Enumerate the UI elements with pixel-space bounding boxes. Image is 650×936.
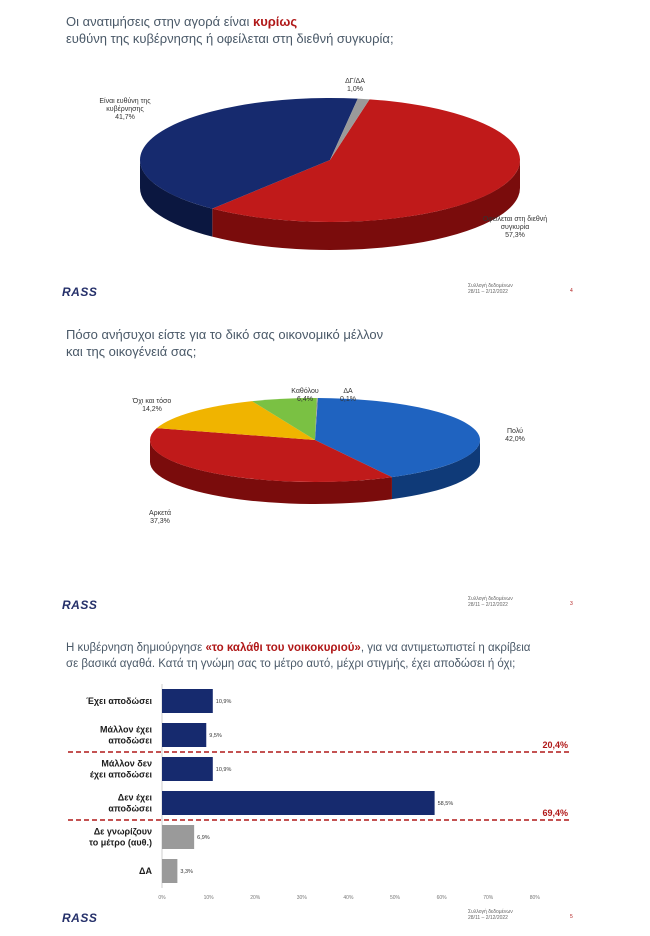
slide3-title-text: Η κυβέρνηση δημιούργησε [66, 642, 206, 654]
pie2-label-very: Πολύ 42,0% [505, 428, 525, 443]
category-label-2: έχει αποδώσει [89, 769, 152, 780]
category-label-3: αποδώσει [108, 803, 152, 814]
x-tick-label: 30% [296, 895, 307, 901]
group-total-0: 20,4% [542, 740, 568, 750]
slide1-title-text: Οι ανατιμήσεις στην αγορά είναι [66, 14, 253, 29]
category-label-5: ΔΑ [139, 866, 152, 876]
bar-4-value-label: 6,9% [197, 835, 210, 841]
slide2-page-number: 3 [570, 601, 573, 607]
pie2-label-not-so: Όχι και τόσο 14,2% [132, 398, 172, 413]
bar-3-value-label: 58,5% [437, 801, 454, 807]
slide3-page-number: 5 [570, 914, 573, 920]
rass-logo: RASS [62, 911, 98, 925]
x-tick-label: 60% [436, 895, 447, 901]
slide1-page-number: 4 [570, 288, 573, 294]
slide2-title-line1: Πόσο ανήσυχοι είστε για το δικό σας οικονομικό μέλλον [66, 327, 384, 342]
x-tick-label: 20% [250, 895, 261, 901]
x-tick-label: 0% [158, 895, 166, 901]
slide1-footer [0, 283, 650, 303]
slide1-title-line2: ευθύνη της κυβέρνησης ή οφείλεται στη διεθνή συγκυρία; [66, 31, 394, 46]
pie1-label-international: Οφείλεται στη διεθνή συγκυρία 57,3% [482, 216, 548, 239]
category-label-0: Έχει αποδώσει [86, 696, 152, 706]
bar-chart-household-basket [0, 680, 650, 910]
slide1-title-highlight: κυρίως [252, 14, 298, 29]
x-tick-label: 80% [529, 895, 540, 901]
category-label-3: Δεν έχει [117, 792, 152, 803]
bar-5 [162, 859, 177, 883]
slide1-footnote: Συλλογή δεδομένων 28/11 – 2/12/2022 [468, 283, 513, 295]
rass-logo: RASS [62, 285, 98, 299]
bar-2-value-label: 10,9% [215, 767, 232, 773]
bar-2 [162, 757, 213, 781]
pie2-label-not-at-all: Καθόλου 6,4% [291, 388, 319, 403]
pie-chart-worry [0, 385, 650, 555]
bar-1-value-label: 9,5% [209, 733, 222, 739]
slide3-question-title [66, 640, 530, 672]
bar-4 [162, 825, 194, 849]
group-total-1: 69,4% [542, 808, 568, 818]
pie2-label-enough: Αρκετά 37,3% [149, 510, 171, 525]
slide3-title-highlight: «το καλάθι του νοικοκυριού» [205, 642, 361, 654]
slide2-question-title [66, 326, 383, 360]
x-tick-label: 10% [203, 895, 214, 901]
slide3-footer [0, 909, 650, 929]
x-tick-label: 70% [483, 895, 494, 901]
slide3-title-line2: σε βασικά αγαθά. Κατά τη γνώμη σας το μέτρο αυτό, μέχρι στιγμής, έχει αποδώσει ή όχι; [66, 658, 516, 670]
bar-5-value-label: 3,3% [180, 869, 193, 875]
bar-0-value-label: 10,9% [215, 699, 232, 705]
bar-0 [162, 689, 213, 713]
pie-chart-responsibility [0, 60, 650, 290]
pie2-label-na: ΔΑ 0,1% [340, 388, 356, 403]
bar-3 [162, 791, 435, 815]
x-tick-label: 50% [389, 895, 401, 901]
category-label-4: Δε γνωρίζουν [93, 826, 152, 837]
slide3-footnote: Συλλογή δεδομένων 28/11 – 2/12/2022 [468, 909, 513, 921]
slide1-question-title [66, 13, 394, 47]
category-label-2: Μάλλον δεν [101, 758, 152, 769]
slide2-footer [0, 596, 650, 616]
bar-1 [162, 723, 206, 747]
slide3-title-text-post: , για να αντιμετωπιστεί η ακρίβεια [360, 642, 531, 654]
rass-logo: RASS [62, 598, 98, 612]
category-label-1: αποδώσει [108, 735, 152, 746]
pie1-label-government: Είναι ευθύνη της κυβέρνησης 41,7% [99, 98, 151, 121]
slide2-footnote: Συλλογή δεδομένων 28/11 – 2/12/2022 [468, 596, 513, 608]
category-label-1: Μάλλον έχει [100, 724, 152, 735]
slide2-title-line2: και της οικογένειά σας; [66, 344, 197, 359]
category-label-4: το μέτρο (αυθ.) [88, 837, 152, 848]
x-tick-label: 40% [343, 895, 354, 901]
pie1-label-dkna: ΔΓ/ΔΑ 1,0% [345, 78, 365, 93]
